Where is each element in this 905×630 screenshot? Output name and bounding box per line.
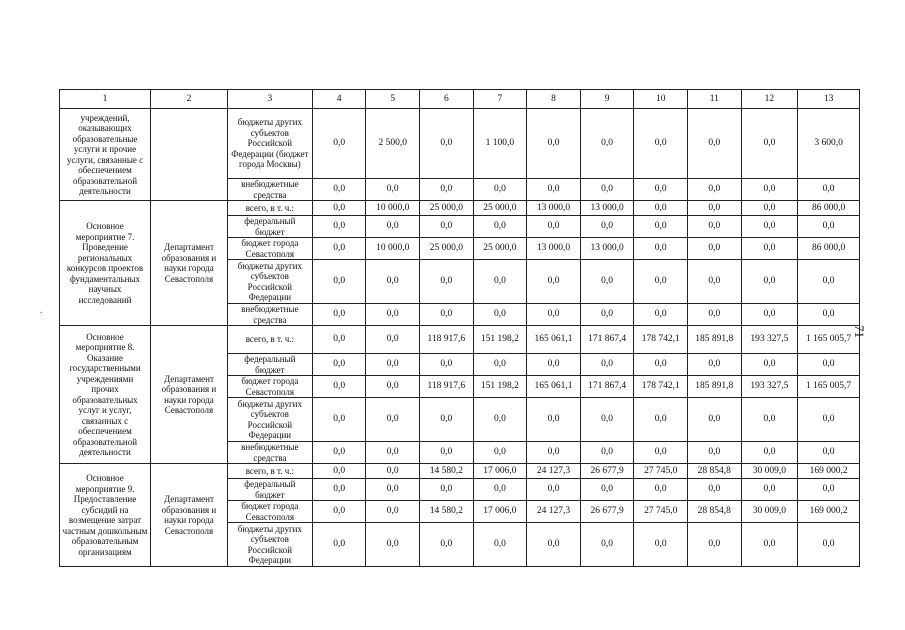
value-cell: 0,0 <box>798 179 860 201</box>
value-cell: 0,0 <box>473 479 527 501</box>
value-cell: 0,0 <box>580 442 634 464</box>
value-cell: 0,0 <box>634 238 688 260</box>
value-cell: 30 009,0 <box>741 464 798 479</box>
value-cell: 1 165 005,7 <box>798 376 860 398</box>
value-cell: 0,0 <box>741 479 798 501</box>
value-cell: 0,0 <box>527 354 581 376</box>
value-cell: 0,0 <box>527 179 581 201</box>
value-cell: 0,0 <box>580 398 634 442</box>
value-cell: 0,0 <box>473 442 527 464</box>
value-cell: 171 867,4 <box>580 326 634 354</box>
value-cell: 0,0 <box>580 216 634 238</box>
value-cell: 0,0 <box>312 216 366 238</box>
value-cell: 0,0 <box>473 523 527 567</box>
value-cell: 0,0 <box>798 260 860 304</box>
header-cell: 10 <box>634 90 688 109</box>
value-cell: 24 127,3 <box>527 464 581 479</box>
value-cell: 178 742,1 <box>634 326 688 354</box>
value-cell: 0,0 <box>527 216 581 238</box>
value-cell: 0,0 <box>473 179 527 201</box>
value-cell: 0,0 <box>634 179 688 201</box>
activity-cell: Основное мероприятие 8. Оказание государственными учреждениями прочих образовательных услуг и услуг, связанных с обеспечением образовательной деятельности <box>60 326 151 464</box>
value-cell: 0,0 <box>312 109 366 179</box>
value-cell: 0,0 <box>366 326 420 354</box>
value-cell: 0,0 <box>634 442 688 464</box>
value-cell: 0,0 <box>741 109 798 179</box>
value-cell: 2 500,0 <box>366 109 420 179</box>
value-cell: 25 000,0 <box>473 201 527 216</box>
value-cell: 0,0 <box>366 501 420 523</box>
value-cell: 10 000,0 <box>366 238 420 260</box>
value-cell: 0,0 <box>798 523 860 567</box>
funding-source-cell: бюджеты других субъектов Российской Федерации <box>227 260 312 304</box>
value-cell: 0,0 <box>312 376 366 398</box>
executor-cell: Департамент образования и науки города Севастополя <box>151 464 228 567</box>
funding-source-cell: федеральный бюджет <box>227 216 312 238</box>
value-cell: 27 745,0 <box>634 464 688 479</box>
value-cell: 0,0 <box>580 179 634 201</box>
value-cell: 0,0 <box>366 479 420 501</box>
value-cell: 0,0 <box>741 179 798 201</box>
header-cell: 11 <box>687 90 741 109</box>
value-cell: 0,0 <box>741 260 798 304</box>
value-cell: 193 327,5 <box>741 376 798 398</box>
value-cell: 0,0 <box>420 354 474 376</box>
value-cell: 0,0 <box>580 479 634 501</box>
value-cell: 0,0 <box>634 109 688 179</box>
header-cell: 3 <box>227 90 312 109</box>
page-number: 71 <box>852 325 867 338</box>
activity-cell: учреждений, оказывающих образовательные услуги и прочие услуги, связанные с обеспечением образовательной деятельности <box>60 109 151 201</box>
value-cell: 0,0 <box>741 523 798 567</box>
value-cell: 0,0 <box>527 479 581 501</box>
value-cell: 25 000,0 <box>420 201 474 216</box>
header-cell: 2 <box>151 90 228 109</box>
activity-cell: Основное мероприятие 9. Предоставление субсидий на возмещение затрат частным дошкольным образовательным организациям <box>60 464 151 567</box>
value-cell: 0,0 <box>798 304 860 326</box>
value-cell: 0,0 <box>312 179 366 201</box>
value-cell: 30 009,0 <box>741 501 798 523</box>
value-cell: 0,0 <box>312 354 366 376</box>
value-cell: 13 000,0 <box>580 238 634 260</box>
executor-cell <box>151 109 228 201</box>
value-cell: 0,0 <box>634 201 688 216</box>
funding-source-cell: федеральный бюджет <box>227 479 312 501</box>
funding-source-cell: федеральный бюджет <box>227 354 312 376</box>
value-cell: 0,0 <box>527 260 581 304</box>
funding-source-cell: всего, в т. ч.: <box>227 326 312 354</box>
header-cell: 7 <box>473 90 527 109</box>
value-cell: 0,0 <box>473 354 527 376</box>
funding-source-cell: бюджеты других субъектов Российской Федерации (бюджет города Москвы) <box>227 109 312 179</box>
table-row <box>60 109 860 179</box>
value-cell: 17 006,0 <box>473 501 527 523</box>
value-cell: 0,0 <box>741 304 798 326</box>
value-cell: 0,0 <box>473 260 527 304</box>
value-cell: 0,0 <box>527 442 581 464</box>
value-cell: 0,0 <box>687 260 741 304</box>
value-cell: 0,0 <box>741 354 798 376</box>
value-cell: 17 006,0 <box>473 464 527 479</box>
value-cell: 165 061,1 <box>527 326 581 354</box>
value-cell: 0,0 <box>687 216 741 238</box>
table-body <box>60 90 860 567</box>
value-cell: 0,0 <box>312 464 366 479</box>
value-cell: 0,0 <box>634 304 688 326</box>
value-cell: 26 677,9 <box>580 501 634 523</box>
value-cell: 14 580,2 <box>420 464 474 479</box>
value-cell: 0,0 <box>741 238 798 260</box>
header-cell: 4 <box>312 90 366 109</box>
value-cell: 0,0 <box>366 216 420 238</box>
value-cell: 0,0 <box>741 442 798 464</box>
header-cell: 6 <box>420 90 474 109</box>
table-row <box>60 464 860 479</box>
funding-source-cell: бюджеты других субъектов Российской Федерации <box>227 523 312 567</box>
budget-table <box>59 89 860 567</box>
value-cell: 0,0 <box>366 304 420 326</box>
funding-source-cell: бюджет города Севастополя <box>227 376 312 398</box>
funding-source-cell: внебюджетные средства <box>227 442 312 464</box>
value-cell: 86 000,0 <box>798 201 860 216</box>
value-cell: 0,0 <box>634 523 688 567</box>
value-cell: 0,0 <box>473 398 527 442</box>
funding-source-cell: внебюджетные средства <box>227 304 312 326</box>
value-cell: 13 000,0 <box>527 238 581 260</box>
value-cell: 185 891,8 <box>687 376 741 398</box>
value-cell: 0,0 <box>741 201 798 216</box>
value-cell: 118 917,6 <box>420 376 474 398</box>
value-cell: 0,0 <box>687 238 741 260</box>
value-cell: 1 165 005,7 <box>798 326 860 354</box>
value-cell: 0,0 <box>366 442 420 464</box>
funding-source-cell: всего, в т. ч.: <box>227 201 312 216</box>
value-cell: 0,0 <box>366 464 420 479</box>
value-cell: 0,0 <box>527 398 581 442</box>
value-cell: 0,0 <box>687 304 741 326</box>
value-cell: 0,0 <box>420 179 474 201</box>
value-cell: 28 854,8 <box>687 464 741 479</box>
value-cell: 0,0 <box>634 398 688 442</box>
value-cell: 185 891,8 <box>687 326 741 354</box>
value-cell: 0,0 <box>580 354 634 376</box>
value-cell: 0,0 <box>798 479 860 501</box>
value-cell: 0,0 <box>420 304 474 326</box>
value-cell: 3 600,0 <box>798 109 860 179</box>
value-cell: 169 000,2 <box>798 501 860 523</box>
value-cell: 27 745,0 <box>634 501 688 523</box>
header-row <box>60 90 860 109</box>
value-cell: 0,0 <box>634 479 688 501</box>
value-cell: 0,0 <box>420 479 474 501</box>
value-cell: 0,0 <box>366 376 420 398</box>
value-cell: 169 000,2 <box>798 464 860 479</box>
value-cell: 0,0 <box>527 304 581 326</box>
value-cell: 0,0 <box>420 523 474 567</box>
value-cell: 151 198,2 <box>473 376 527 398</box>
value-cell: 0,0 <box>473 304 527 326</box>
header-cell: 5 <box>366 90 420 109</box>
value-cell: 0,0 <box>798 216 860 238</box>
value-cell: 0,0 <box>366 260 420 304</box>
header-cell: 12 <box>741 90 798 109</box>
funding-source-cell: бюджет города Севастополя <box>227 501 312 523</box>
value-cell: 0,0 <box>420 109 474 179</box>
value-cell: 0,0 <box>580 109 634 179</box>
value-cell: 86 000,0 <box>798 238 860 260</box>
value-cell: 24 127,3 <box>527 501 581 523</box>
value-cell: 13 000,0 <box>527 201 581 216</box>
value-cell: 0,0 <box>798 442 860 464</box>
value-cell: 0,0 <box>580 304 634 326</box>
value-cell: 0,0 <box>687 179 741 201</box>
value-cell: 0,0 <box>366 523 420 567</box>
header-cell: 9 <box>580 90 634 109</box>
value-cell: 26 677,9 <box>580 464 634 479</box>
value-cell: 0,0 <box>312 479 366 501</box>
value-cell: 118 917,6 <box>420 326 474 354</box>
value-cell: 0,0 <box>687 523 741 567</box>
value-cell: 0,0 <box>527 109 581 179</box>
value-cell: 0,0 <box>634 354 688 376</box>
value-cell: 0,0 <box>527 523 581 567</box>
executor-cell: Департамент образования и науки города Севастополя <box>151 201 228 326</box>
value-cell: 0,0 <box>420 398 474 442</box>
value-cell: 0,0 <box>634 260 688 304</box>
funding-source-cell: бюджет города Севастополя <box>227 238 312 260</box>
value-cell: 0,0 <box>687 479 741 501</box>
activity-cell: Основное мероприятие 7. Проведение региональных конкурсов проектов фундаментальных научных исследований <box>60 201 151 326</box>
value-cell: 1 100,0 <box>473 109 527 179</box>
value-cell: 0,0 <box>312 442 366 464</box>
value-cell: 0,0 <box>687 201 741 216</box>
value-cell: 171 867,4 <box>580 376 634 398</box>
value-cell: 10 000,0 <box>366 201 420 216</box>
value-cell: 13 000,0 <box>580 201 634 216</box>
value-cell: 0,0 <box>312 326 366 354</box>
value-cell: 0,0 <box>798 398 860 442</box>
header-cell: 1 <box>60 90 151 109</box>
value-cell: 0,0 <box>312 201 366 216</box>
value-cell: 0,0 <box>580 523 634 567</box>
value-cell: 0,0 <box>312 238 366 260</box>
value-cell: 0,0 <box>366 354 420 376</box>
funding-source-cell: всего, в т. ч.: <box>227 464 312 479</box>
value-cell: 25 000,0 <box>420 238 474 260</box>
value-cell: 0,0 <box>634 216 688 238</box>
value-cell: 0,0 <box>741 216 798 238</box>
value-cell: 151 198,2 <box>473 326 527 354</box>
executor-cell: Департамент образования и науки города Севастополя <box>151 326 228 464</box>
value-cell: 178 742,1 <box>634 376 688 398</box>
value-cell: 0,0 <box>687 442 741 464</box>
value-cell: 0,0 <box>366 179 420 201</box>
header-cell: 13 <box>798 90 860 109</box>
value-cell: 0,0 <box>312 523 366 567</box>
header-cell: 8 <box>527 90 581 109</box>
value-cell: 0,0 <box>687 354 741 376</box>
value-cell: 28 854,8 <box>687 501 741 523</box>
value-cell: 0,0 <box>312 398 366 442</box>
value-cell: 0,0 <box>312 304 366 326</box>
value-cell: 0,0 <box>312 260 366 304</box>
value-cell: 0,0 <box>366 398 420 442</box>
value-cell: 0,0 <box>687 109 741 179</box>
funding-source-cell: внебюджетные средства <box>227 179 312 201</box>
value-cell: 0,0 <box>580 260 634 304</box>
table-row <box>60 326 860 354</box>
table-row <box>60 201 860 216</box>
value-cell: 165 061,1 <box>527 376 581 398</box>
funding-source-cell: бюджеты других субъектов Российской Федерации <box>227 398 312 442</box>
value-cell: 25 000,0 <box>473 238 527 260</box>
value-cell: 0,0 <box>420 260 474 304</box>
value-cell: 0,0 <box>687 398 741 442</box>
value-cell: 0,0 <box>473 216 527 238</box>
value-cell: 0,0 <box>741 398 798 442</box>
value-cell: 0,0 <box>420 442 474 464</box>
value-cell: 193 327,5 <box>741 326 798 354</box>
value-cell: 0,0 <box>798 354 860 376</box>
value-cell: 14 580,2 <box>420 501 474 523</box>
value-cell: 0,0 <box>420 216 474 238</box>
margin-mark: . <box>40 305 43 316</box>
value-cell: 0,0 <box>312 501 366 523</box>
